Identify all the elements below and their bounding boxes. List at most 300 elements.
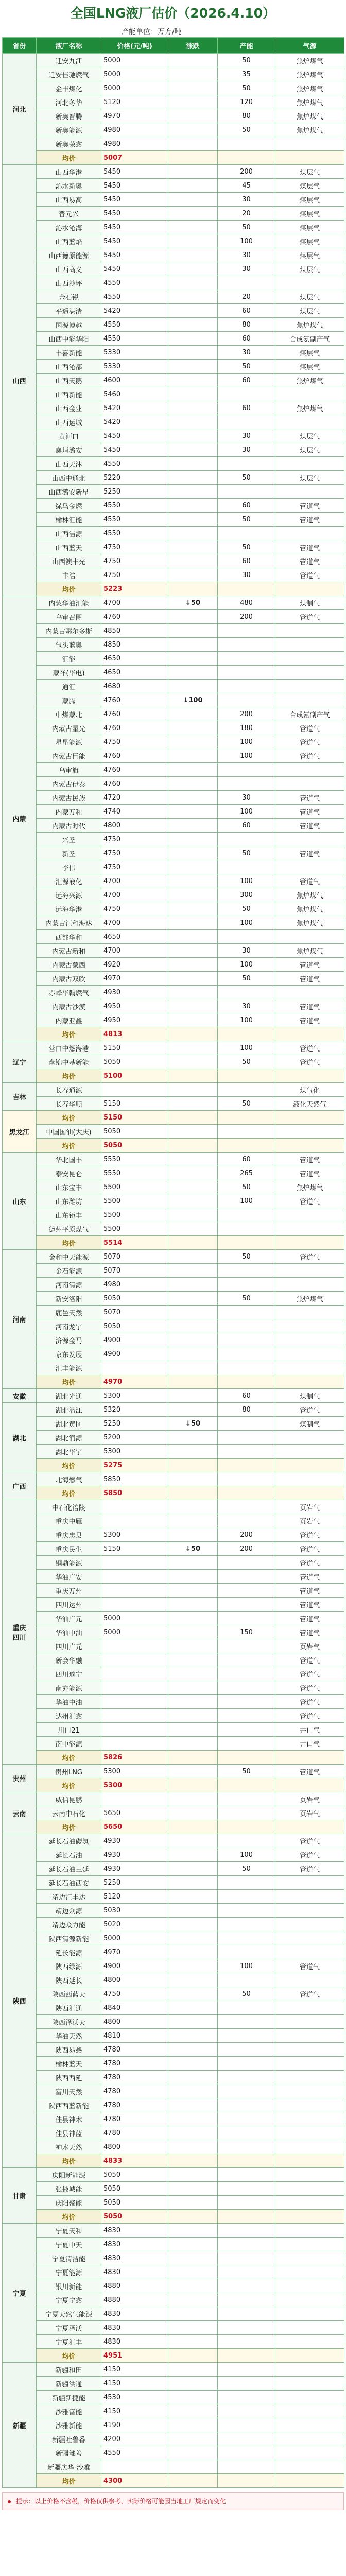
gas-source-cell — [275, 2140, 344, 2154]
gas-source-cell — [275, 1890, 344, 1904]
price-cell: 5050 — [101, 1319, 168, 1333]
table-row — [3, 930, 344, 944]
capacity-cell: 60 — [218, 332, 275, 346]
price-cell: 5450 — [101, 234, 168, 248]
gas-source-cell: 管道气 — [275, 1653, 344, 1667]
table-row — [3, 2391, 344, 2404]
capacity-cell — [218, 2251, 275, 2265]
gas-source-cell: 页岩气 — [275, 1514, 344, 1528]
plant-name-cell: 宁夏清洁能 — [37, 2251, 101, 2265]
change-cell — [168, 1570, 218, 1584]
change-cell — [168, 1681, 218, 1695]
price-cell: 4740 — [101, 805, 168, 819]
gas-source-cell: 管道气 — [275, 1987, 344, 2001]
plant-name-cell: 新疆新捷能 — [37, 2391, 101, 2404]
price-cell: 4830 — [101, 2224, 168, 2238]
plant-name-cell: 均价 — [37, 1069, 101, 1083]
capacity-cell — [218, 666, 275, 680]
table-row — [3, 165, 344, 179]
plant-name-cell: 蒙腾 — [37, 693, 101, 707]
price-cell: 4970 — [101, 1945, 168, 1959]
price-cell: 5460 — [101, 387, 168, 401]
price-cell: 5000 — [101, 1625, 168, 1639]
capacity-cell — [218, 1264, 275, 1278]
capacity-cell — [218, 1737, 275, 1751]
capacity-cell — [218, 1459, 275, 1472]
capacity-cell — [218, 1723, 275, 1737]
price-cell: 5050 — [101, 1292, 168, 1306]
capacity-cell: 60 — [218, 554, 275, 568]
region-cell: 安徽 — [3, 1389, 37, 1403]
average-row — [3, 1375, 344, 1389]
gas-source-cell — [275, 582, 344, 596]
change-cell — [168, 2057, 218, 2071]
plant-name-cell: 晋元兴 — [37, 207, 101, 221]
gas-source-cell — [275, 2446, 344, 2460]
gas-source-cell: 管道气 — [275, 1194, 344, 1208]
plant-name-cell: 内蒙古双欣 — [37, 972, 101, 986]
plant-name-cell: 四川达州 — [37, 1598, 101, 1612]
unit-note: 产能单位：万方/吨 — [122, 28, 182, 36]
price-cell: 5050 — [101, 2210, 168, 2224]
capacity-cell: 50 — [218, 54, 275, 67]
gas-source-cell — [275, 457, 344, 471]
table-row — [3, 1834, 344, 1848]
price-cell: 4550 — [101, 290, 168, 304]
table-row — [3, 1222, 344, 1236]
table-row — [3, 1625, 344, 1639]
plant-name-cell: 内蒙万和 — [37, 805, 101, 819]
table-row — [3, 415, 344, 429]
price-cell: 5450 — [101, 165, 168, 179]
change-cell — [168, 2446, 218, 2460]
gas-source-cell: 页岩气 — [275, 1806, 344, 1820]
gas-source-cell: 煤层气 — [275, 207, 344, 221]
table-row — [3, 387, 344, 401]
table-row — [3, 513, 344, 527]
plant-name-cell: 国源博越 — [37, 318, 101, 332]
change-cell — [168, 568, 218, 582]
price-cell: 5223 — [101, 582, 168, 596]
gas-source-cell: 管道气 — [275, 972, 344, 986]
price-cell: 4840 — [101, 2001, 168, 2015]
capacity-cell — [218, 485, 275, 499]
change-cell — [168, 1500, 218, 1514]
capacity-cell: 45 — [218, 179, 275, 193]
plant-name-cell: 内蒙古星光 — [37, 721, 101, 735]
gas-source-cell — [275, 2279, 344, 2293]
price-cell: 5050 — [101, 1139, 168, 1153]
gas-source-cell — [275, 2460, 344, 2474]
capacity-cell — [218, 2210, 275, 2224]
price-cell: 4951 — [101, 2349, 168, 2363]
change-cell — [168, 1528, 218, 1542]
capacity-cell: 30 — [218, 262, 275, 276]
table-row — [3, 707, 344, 721]
table-row — [3, 1097, 344, 1111]
change-cell — [168, 2265, 218, 2279]
change-cell — [168, 1778, 218, 1792]
price-cell: 5550 — [101, 1153, 168, 1166]
average-row — [3, 582, 344, 596]
table-row — [3, 1417, 344, 1431]
average-row — [3, 2210, 344, 2224]
price-cell: 4750 — [101, 735, 168, 749]
region-cell: 黑龙江 — [3, 1111, 37, 1153]
table-row — [3, 819, 344, 833]
price-cell: 4930 — [101, 1862, 168, 1876]
table-row — [3, 2043, 344, 2057]
price-cell: 5000 — [101, 81, 168, 95]
gas-source-cell — [275, 2224, 344, 2238]
table-row — [3, 95, 344, 109]
gas-source-cell — [275, 1333, 344, 1347]
capacity-cell — [218, 1931, 275, 1945]
table-row — [3, 624, 344, 638]
capacity-cell — [218, 1500, 275, 1514]
table-row — [3, 2140, 344, 2154]
gas-source-cell — [275, 1751, 344, 1765]
capacity-cell: 60 — [218, 304, 275, 318]
price-cell: 4760 — [101, 749, 168, 763]
plant-name-cell: 张掖城能 — [37, 2182, 101, 2196]
price-cell: 5007 — [101, 151, 168, 165]
change-cell — [168, 1612, 218, 1625]
plant-name-cell: 贵州LNG — [37, 1765, 101, 1778]
gas-source-cell: 管道气 — [275, 1153, 344, 1166]
price-cell — [101, 1500, 168, 1514]
gas-source-cell — [275, 276, 344, 290]
gas-source-cell — [275, 2265, 344, 2279]
table-row — [3, 1639, 344, 1653]
price-cell: 4800 — [101, 819, 168, 833]
change-cell — [168, 846, 218, 860]
price-cell: 4880 — [101, 2279, 168, 2293]
gas-source-cell — [275, 2363, 344, 2377]
capacity-cell — [218, 1417, 275, 1431]
price-cell: 4970 — [101, 109, 168, 123]
table-row — [3, 1361, 344, 1375]
change-cell — [168, 1472, 218, 1486]
gas-source-cell — [275, 2432, 344, 2446]
capacity-cell — [218, 2224, 275, 2238]
change-cell — [168, 2098, 218, 2112]
price-cell: 4700 — [101, 888, 168, 902]
change-cell — [168, 471, 218, 485]
plant-name-cell: 沙雅富能 — [37, 2404, 101, 2418]
gas-source-cell — [275, 1264, 344, 1278]
table-row — [3, 262, 344, 276]
plant-name-cell: 延长石油 — [37, 1848, 101, 1862]
gas-source-cell: 煤层气 — [275, 221, 344, 234]
capacity-cell — [218, 2391, 275, 2404]
change-cell — [168, 1027, 218, 1041]
table-row — [3, 1709, 344, 1723]
plant-name-cell: 汇能 — [37, 652, 101, 666]
capacity-cell — [218, 1472, 275, 1486]
plant-name-cell: 山西蓝天 — [37, 540, 101, 554]
price-cell: 4750 — [101, 1987, 168, 2001]
gas-source-cell — [275, 1306, 344, 1319]
change-cell — [168, 1111, 218, 1125]
average-row — [3, 1778, 344, 1792]
price-cell: 4900 — [101, 1959, 168, 1973]
price-cell: 4550 — [101, 276, 168, 290]
table-row — [3, 833, 344, 846]
plant-name-cell: 山西澳丰光 — [37, 554, 101, 568]
price-cell: 4750 — [101, 860, 168, 874]
change-cell — [168, 1556, 218, 1570]
change-cell — [168, 2168, 218, 2182]
capacity-cell — [218, 457, 275, 471]
price-cell: 5330 — [101, 346, 168, 360]
gas-source-cell: 管道气 — [275, 1250, 344, 1264]
gas-source-cell — [275, 1876, 344, 1890]
price-cell — [101, 1083, 168, 1097]
gas-source-cell: 井口气 — [275, 1737, 344, 1751]
table-row — [3, 1208, 344, 1222]
table-row — [3, 1973, 344, 1987]
table-row — [3, 652, 344, 666]
plant-name-cell: 宁夏天然气能源 — [37, 2307, 101, 2321]
capacity-cell — [218, 2154, 275, 2168]
gas-source-cell: 煤层气 — [275, 360, 344, 374]
gas-source-cell: 焦炉煤气 — [275, 902, 344, 916]
plant-name-cell: 山西金业 — [37, 401, 101, 415]
table-row — [3, 1918, 344, 1931]
price-sheet — [2, 0, 344, 2510]
table-row — [3, 2307, 344, 2321]
gas-source-cell — [275, 2015, 344, 2029]
gas-source-cell: 管道气 — [275, 1403, 344, 1417]
change-cell — [168, 610, 218, 624]
capacity-cell — [218, 1918, 275, 1931]
capacity-cell — [218, 1653, 275, 1667]
price-cell: 5300 — [101, 1528, 168, 1542]
plant-name-cell: 山西新能 — [37, 387, 101, 401]
plant-name-cell: 均价 — [37, 1375, 101, 1389]
plant-name-cell: 山东钜丰 — [37, 1208, 101, 1222]
change-cell — [168, 2001, 218, 2015]
price-cell: 5150 — [101, 1041, 168, 1055]
capacity-cell — [218, 1667, 275, 1681]
change-cell — [168, 1208, 218, 1222]
table-row — [3, 304, 344, 318]
gas-source-cell — [275, 1278, 344, 1292]
table-row — [3, 1250, 344, 1264]
change-cell — [168, 248, 218, 262]
price-cell: 5300 — [101, 1778, 168, 1792]
gas-source-cell: 煤气化 — [275, 1083, 344, 1097]
gas-source-cell: 煤层气 — [275, 234, 344, 248]
change-cell — [168, 346, 218, 360]
table-row — [3, 1904, 344, 1918]
gas-source-cell — [275, 2029, 344, 2043]
price-cell: 4830 — [101, 2251, 168, 2265]
plant-name-cell: 均价 — [37, 1486, 101, 1500]
capacity-cell — [218, 1751, 275, 1765]
plant-name-cell: 佳县神蓝 — [37, 2126, 101, 2140]
price-cell: 5450 — [101, 221, 168, 234]
plant-name-cell: 靖边汇丰达 — [37, 1890, 101, 1904]
gas-source-cell — [275, 763, 344, 777]
plant-name-cell: 均价 — [37, 151, 101, 165]
change-cell — [168, 1264, 218, 1278]
plant-name-cell: 长春华顺 — [37, 1097, 101, 1111]
table-row — [3, 346, 344, 360]
change-cell — [168, 290, 218, 304]
table-row — [3, 1862, 344, 1876]
plant-name-cell: 均价 — [37, 1751, 101, 1765]
table-row — [3, 1653, 344, 1667]
plant-name-cell: 长春通源 — [37, 1083, 101, 1097]
plant-name-cell: 中石化涪陵 — [37, 1500, 101, 1514]
plant-name-cell: 宁夏宁鑫 — [37, 2293, 101, 2307]
region-cell: 河南 — [3, 1250, 37, 1389]
capacity-cell: 200 — [218, 165, 275, 179]
plant-name-cell: 星星能源 — [37, 735, 101, 749]
plant-name-cell: 山西洁源 — [37, 527, 101, 540]
capacity-cell — [218, 2168, 275, 2182]
plant-name-cell: 山西高义 — [37, 262, 101, 276]
capacity-cell — [218, 137, 275, 151]
gas-source-cell: 管道气 — [275, 1584, 344, 1598]
price-cell: 4300 — [101, 2474, 168, 2488]
plant-name-cell: 均价 — [37, 1111, 101, 1125]
capacity-cell — [218, 2265, 275, 2279]
price-cell: 4550 — [101, 527, 168, 540]
plant-name-cell: 远海兴源 — [37, 888, 101, 902]
table-row — [3, 1055, 344, 1069]
price-cell: 5500 — [101, 1180, 168, 1194]
gas-source-cell — [275, 1931, 344, 1945]
change-cell — [168, 1361, 218, 1375]
plant-name-cell: 新安洛阳 — [37, 1292, 101, 1306]
table-row — [3, 2084, 344, 2098]
plant-name-cell: 重庆民生 — [37, 1542, 101, 1556]
gas-source-cell: 井口气 — [275, 1723, 344, 1737]
gas-source-cell — [275, 2001, 344, 2015]
capacity-cell: 50 — [218, 471, 275, 485]
plant-name-cell: 山西天鹅 — [37, 374, 101, 387]
region-cell: 广西 — [3, 1472, 37, 1500]
average-row — [3, 1751, 344, 1765]
plant-name-cell: 内蒙古蒙西 — [37, 958, 101, 972]
capacity-cell: 480 — [218, 596, 275, 610]
capacity-cell: 200 — [218, 1528, 275, 1542]
region-cell: 湖北 — [3, 1403, 37, 1472]
table-row — [3, 1945, 344, 1959]
table-row — [3, 54, 344, 67]
price-cell — [101, 1570, 168, 1584]
change-cell — [168, 2391, 218, 2404]
plant-name-cell: 榆林蓝天 — [37, 2057, 101, 2071]
capacity-cell — [218, 1236, 275, 1250]
header-change: 涨跌 — [168, 38, 218, 54]
capacity-cell — [218, 151, 275, 165]
table-row — [3, 1083, 344, 1097]
gas-source-cell — [275, 1918, 344, 1931]
gas-source-cell: 管道气 — [275, 791, 344, 805]
gas-source-cell: 煤制气 — [275, 1389, 344, 1403]
plant-name-cell: 宁夏中天 — [37, 2238, 101, 2251]
plant-name-cell: 华油中油 — [37, 1695, 101, 1709]
change-cell: ↓50 — [168, 596, 218, 610]
capacity-cell — [218, 1709, 275, 1723]
gas-source-cell — [275, 527, 344, 540]
change-cell — [168, 972, 218, 986]
price-cell: 4760 — [101, 777, 168, 791]
change-cell — [168, 1931, 218, 1945]
gas-source-cell: 管道气 — [275, 749, 344, 763]
price-cell: 4950 — [101, 1013, 168, 1027]
price-cell — [101, 1709, 168, 1723]
capacity-cell — [218, 1431, 275, 1445]
change-cell — [168, 2154, 218, 2168]
plant-name-cell: 通汇 — [37, 680, 101, 693]
capacity-cell: 50 — [218, 1987, 275, 2001]
table-row — [3, 2293, 344, 2307]
gas-source-cell — [275, 2251, 344, 2265]
change-cell — [168, 1987, 218, 2001]
plant-name-cell: 陕西西蓝天 — [37, 1987, 101, 2001]
plant-name-cell: 均价 — [37, 2474, 101, 2488]
plant-name-cell: 宁夏能源 — [37, 2265, 101, 2279]
gas-source-cell — [275, 2098, 344, 2112]
change-cell — [168, 1959, 218, 1973]
table-row — [3, 1695, 344, 1709]
plant-name-cell: 均价 — [37, 1236, 101, 1250]
price-cell: 5500 — [101, 1208, 168, 1222]
plant-name-cell: 山西沁都 — [37, 360, 101, 374]
price-cell: 5250 — [101, 485, 168, 499]
capacity-cell: 100 — [218, 805, 275, 819]
price-cell — [101, 1514, 168, 1528]
table-row — [3, 1472, 344, 1486]
change-cell — [168, 207, 218, 221]
price-cell: 4780 — [101, 2126, 168, 2140]
plant-name-cell: 四川遂宁 — [37, 1667, 101, 1681]
capacity-cell: 50 — [218, 123, 275, 137]
change-cell — [168, 1445, 218, 1459]
price-cell: 4980 — [101, 1278, 168, 1292]
gas-source-cell — [275, 1027, 344, 1041]
capacity-cell — [218, 2460, 275, 2474]
plant-name-cell: 内蒙古民族 — [37, 791, 101, 805]
table-row — [3, 527, 344, 540]
gas-source-cell — [275, 1820, 344, 1834]
plant-name-cell: 山西华港 — [37, 165, 101, 179]
table-row — [3, 2321, 344, 2335]
price-cell: 5450 — [101, 193, 168, 207]
table-row — [3, 109, 344, 123]
table-row — [3, 1848, 344, 1862]
price-cell: 4600 — [101, 374, 168, 387]
header-region: 省份 — [3, 38, 37, 54]
average-row — [3, 151, 344, 165]
gas-source-cell — [275, 1778, 344, 1792]
price-cell: 4900 — [101, 1333, 168, 1347]
change-cell — [168, 2224, 218, 2238]
gas-source-cell: 管道气 — [275, 1528, 344, 1542]
capacity-cell — [218, 1570, 275, 1584]
change-cell — [168, 513, 218, 527]
plant-name-cell: 南中能源 — [37, 1737, 101, 1751]
gas-source-cell — [275, 151, 344, 165]
gas-source-cell: 管道气 — [275, 554, 344, 568]
change-cell: ↓50 — [168, 1417, 218, 1431]
capacity-cell: 200 — [218, 707, 275, 721]
